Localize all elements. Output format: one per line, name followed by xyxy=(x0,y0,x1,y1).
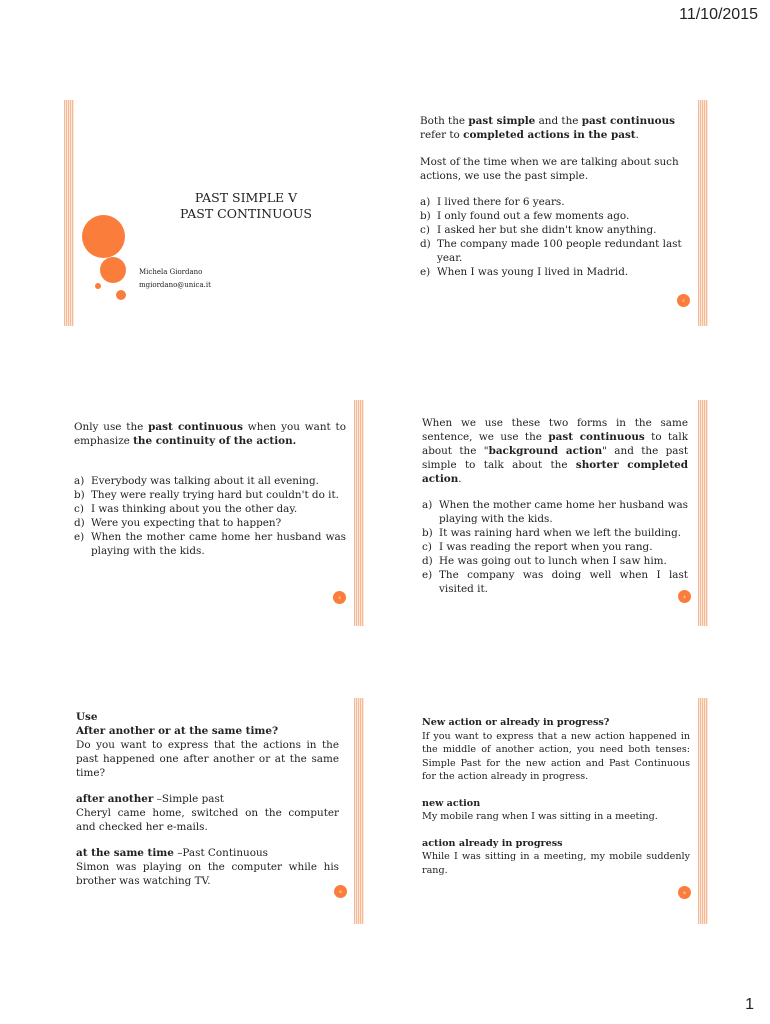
list-marker: c) xyxy=(74,503,84,515)
author-email: mgiordano@unica.it xyxy=(139,281,211,289)
slide-number-badge: 5 xyxy=(334,885,347,898)
text-bold: Use xyxy=(76,711,98,723)
author-name: Michela Giordano xyxy=(139,268,203,276)
list-text: I was thinking about you the other day. xyxy=(91,503,298,515)
list-marker: d) xyxy=(74,517,85,529)
text-run: Only use the xyxy=(74,421,149,433)
slide-number-badge: 3 xyxy=(333,591,346,604)
text-bold: completed actions in the past xyxy=(463,129,636,141)
list-marker: d) xyxy=(420,238,431,250)
list-text: When the mother came home her husband was playing with the kids. xyxy=(91,531,346,557)
list-marker: b) xyxy=(422,527,433,539)
slide-6-body xyxy=(422,716,690,877)
slide-4-intro xyxy=(422,416,688,486)
slide-2-side-bar xyxy=(698,100,708,326)
text-bold: New action or already in progress? xyxy=(422,717,610,728)
slide-number-badge: 6 xyxy=(678,886,691,899)
text-bold: past continuous xyxy=(581,115,676,127)
list-item xyxy=(74,474,346,488)
text-run: . xyxy=(635,129,639,141)
list-item xyxy=(74,516,346,530)
list-text: Were you expecting that to happen? xyxy=(91,517,282,529)
text-bold: past continuous xyxy=(148,421,243,433)
text-bold: the continuity of the action. xyxy=(133,435,297,447)
list-text: The company made 100 people redundant last year. xyxy=(437,238,682,264)
text-bold: past continuous xyxy=(548,431,645,443)
list-text: They were really trying hard but couldn't do it. xyxy=(91,489,339,501)
slide-5-same-example: Simon was playing on the computer while his brother was watching TV. xyxy=(76,861,339,887)
text-run: refer to xyxy=(420,129,464,141)
slide-5-side-bar xyxy=(354,698,364,924)
list-marker: c) xyxy=(422,541,432,553)
list-item xyxy=(422,540,688,554)
decor-circle-large xyxy=(82,215,125,258)
slide-5-after-example: Cheryl came home, switched on the computer and checked her e-mails. xyxy=(76,807,339,833)
text-run: –Simple past xyxy=(153,793,224,805)
list-text: Everybody was talking about it all evening. xyxy=(91,475,319,487)
slide-6-heading xyxy=(422,716,690,730)
slide-1 xyxy=(64,100,364,326)
text-bold: background action xyxy=(488,445,603,457)
list-text: I was reading the report when you rang. xyxy=(439,541,653,553)
slide-number-badge: 4 xyxy=(678,590,691,603)
text-bold: After another or at the same time? xyxy=(76,725,279,737)
list-text: When the mother came home her husband was playing with the kids. xyxy=(439,499,688,525)
list-marker: e) xyxy=(422,569,433,581)
text-bold: new action xyxy=(422,797,481,809)
text-run: to talk about the " xyxy=(422,431,688,457)
slide-5 xyxy=(64,698,364,924)
slide-4-examples xyxy=(422,498,688,596)
slide-4 xyxy=(408,400,708,626)
decor-circle-small-3 xyxy=(108,266,112,270)
slide-5-heading xyxy=(76,724,339,738)
slide-6-progress-example: While I was sitting in a meeting, my mobile suddenly rang. xyxy=(422,851,690,876)
slide-2-paragraph: Most of the time when we are talking about such actions, we use the past simple. xyxy=(420,156,679,182)
text-bold: at the same time xyxy=(76,847,174,859)
list-text: I only found out a few moments ago. xyxy=(437,210,630,222)
slide-6-new-action xyxy=(422,797,690,811)
list-marker: d) xyxy=(422,555,433,567)
list-text: The company was doing well when I last visited it. xyxy=(439,569,688,595)
slide-6-new-example: My mobile rang when I was sitting in a meeting. xyxy=(422,811,658,822)
list-item xyxy=(420,195,692,209)
slide-4-body xyxy=(422,416,688,596)
slide-6-side-bar xyxy=(698,698,708,924)
slide-1-author xyxy=(139,266,211,292)
list-marker: a) xyxy=(74,475,85,487)
slide-1-title-line-2: PAST CONTINUOUS xyxy=(179,206,312,221)
slide-5-body xyxy=(76,710,339,888)
slide-6-in-progress xyxy=(422,837,690,851)
slide-2-intro xyxy=(420,114,692,142)
text-bold: shorter completed action xyxy=(422,459,688,485)
slide-2 xyxy=(408,100,708,326)
slide-6 xyxy=(408,698,708,924)
slide-3-intro xyxy=(74,420,346,448)
page-number: 1 xyxy=(745,996,754,1013)
text-run: . xyxy=(458,473,462,485)
list-text: I asked her but she didn't know anything. xyxy=(437,224,657,236)
list-item xyxy=(74,530,346,558)
list-text: When I was young I lived in Madrid. xyxy=(437,266,629,278)
list-item xyxy=(74,488,346,502)
list-item xyxy=(420,265,692,279)
list-item xyxy=(420,223,692,237)
slide-6-paragraph: If you want to express that a new action happened in the middle of another action, you need both tenses: Simple Past for the new action and Past Continuous for the action already in progress. xyxy=(422,730,690,782)
slide-5-heading-use xyxy=(76,710,339,724)
decor-circle-small-2 xyxy=(95,283,101,289)
text-run: Both the xyxy=(420,115,469,127)
slide-1-title-line-1: PAST SIMPLE V xyxy=(194,190,298,205)
text-bold: after another xyxy=(76,793,154,805)
slide-4-side-bar xyxy=(698,400,708,626)
text-bold: action already in progress xyxy=(422,837,563,849)
list-marker: c) xyxy=(420,224,430,236)
list-item xyxy=(422,568,688,596)
list-marker: e) xyxy=(420,266,431,278)
list-item xyxy=(422,526,688,540)
slide-3-side-bar xyxy=(354,400,364,626)
list-text: I lived there for 6 years. xyxy=(437,196,565,208)
slide-3 xyxy=(64,400,364,626)
list-marker: b) xyxy=(74,489,85,501)
list-text: It was raining hard when we left the building. xyxy=(439,527,682,539)
text-run: When we use these two forms in the same sentence, we use the xyxy=(422,417,688,443)
slide-number-badge: 2 xyxy=(677,294,690,307)
text-run: and the xyxy=(535,115,582,127)
list-marker: e) xyxy=(74,531,85,543)
text-bold: past simple xyxy=(468,115,536,127)
slide-5-after-another xyxy=(76,792,339,806)
decor-circle-small-1 xyxy=(116,290,126,300)
list-marker: a) xyxy=(420,196,431,208)
text-run: when you want to emphasize xyxy=(74,421,346,447)
list-item xyxy=(422,498,688,526)
text-run: –Past Continuous xyxy=(173,847,268,859)
slide-1-side-bar xyxy=(64,100,74,326)
slide-5-question: Do you want to express that the actions in the past happened one after another or at the same time? xyxy=(76,739,339,779)
slide-3-examples xyxy=(74,474,346,558)
decor-circle-medium xyxy=(100,257,126,283)
list-marker: b) xyxy=(420,210,431,222)
slide-3-body xyxy=(74,420,346,558)
slide-1-title xyxy=(146,190,346,222)
list-item xyxy=(422,554,688,568)
slide-2-examples xyxy=(420,195,692,279)
list-text: He was going out to lunch when I saw him. xyxy=(439,555,667,567)
list-item xyxy=(420,209,692,223)
print-date: 11/10/2015 xyxy=(679,6,758,23)
text-run: " and the past simple to talk about the xyxy=(422,445,689,471)
list-item xyxy=(420,237,692,265)
slide-5-same-time xyxy=(76,846,339,860)
list-marker: a) xyxy=(422,499,433,511)
list-item xyxy=(74,502,346,516)
slide-2-body xyxy=(420,114,692,279)
